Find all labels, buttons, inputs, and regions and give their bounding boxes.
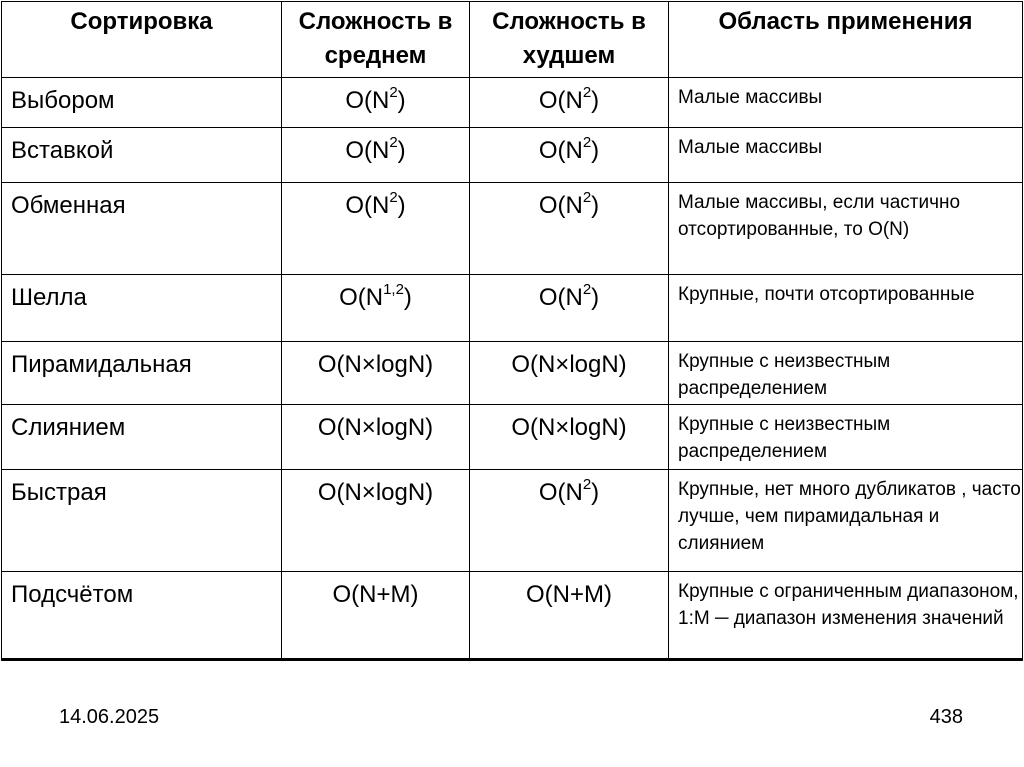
application: Крупные, нет много дубликатов , часто лучше, чем пирамидальная и слиянием [669, 470, 1023, 572]
header-sort: Сортировка [2, 2, 282, 78]
worst-complexity: O(N+M) [470, 572, 669, 660]
worst-complexity: $O(N^2)$ [470, 470, 669, 572]
sort-name: Быстрая [2, 470, 282, 572]
table-row [2, 342, 1023, 405]
application: Малые массивы [669, 128, 1023, 183]
worst-complexity: $O(N^2)$ [470, 275, 669, 342]
header-row [2, 2, 1023, 78]
worst-complexity: $O(N^2)$ [470, 78, 669, 128]
sort-name: Слиянием [2, 405, 282, 470]
avg-complexity: O(N+M) [282, 572, 470, 660]
application: Малые массивы, если частично отсортированные, то O(N) [669, 183, 1023, 275]
application: Крупные с неизвестным распределением [669, 405, 1023, 470]
sort-name: Подсчётом [2, 572, 282, 660]
avg-complexity: $O(N^{1,2})$ [282, 275, 470, 342]
table-row [2, 470, 1023, 572]
worst-complexity: $O(N^2)$ [470, 183, 669, 275]
table-row [2, 78, 1023, 128]
sort-name: Шелла [2, 275, 282, 342]
sort-name: Обменная [2, 183, 282, 275]
footer-date: 14.06.2025 [59, 706, 160, 728]
sorting-complexity-table [1, 1, 1023, 661]
avg-complexity: O(N×logN) [282, 342, 470, 405]
avg-complexity: $O(N^2)$ [282, 183, 470, 275]
table-row [2, 275, 1023, 342]
avg-complexity: O(N×logN) [282, 470, 470, 572]
header-application: Область применения [669, 2, 1023, 78]
application: Крупные с ограниченным диапазоном, 1:M ─ диапазон изменения значений [669, 572, 1023, 660]
application: Крупные, почти отсортированные [669, 275, 1023, 342]
table-row [2, 128, 1023, 183]
sort-name: Выбором [2, 78, 282, 128]
table-row [2, 405, 1023, 470]
avg-complexity: O(N×logN) [282, 405, 470, 470]
page-number: 438 [929, 706, 963, 728]
application: Малые массивы [669, 78, 1023, 128]
avg-complexity: $O(N^2)$ [282, 128, 470, 183]
table-row [2, 183, 1023, 275]
header-worst-complexity: Сложность в худшем [470, 2, 669, 78]
table-row [2, 572, 1023, 660]
sort-name: Пирамидальная [2, 342, 282, 405]
worst-complexity: O(N×logN) [470, 405, 669, 470]
application: Крупные с неизвестным распределением [669, 342, 1023, 405]
worst-complexity: O(N×logN) [470, 342, 669, 405]
header-avg-complexity: Сложность в среднем [282, 2, 470, 78]
worst-complexity: $O(N^2)$ [470, 128, 669, 183]
sort-name: Вставкой [2, 128, 282, 183]
avg-complexity: $O(N^2)$ [282, 78, 470, 128]
